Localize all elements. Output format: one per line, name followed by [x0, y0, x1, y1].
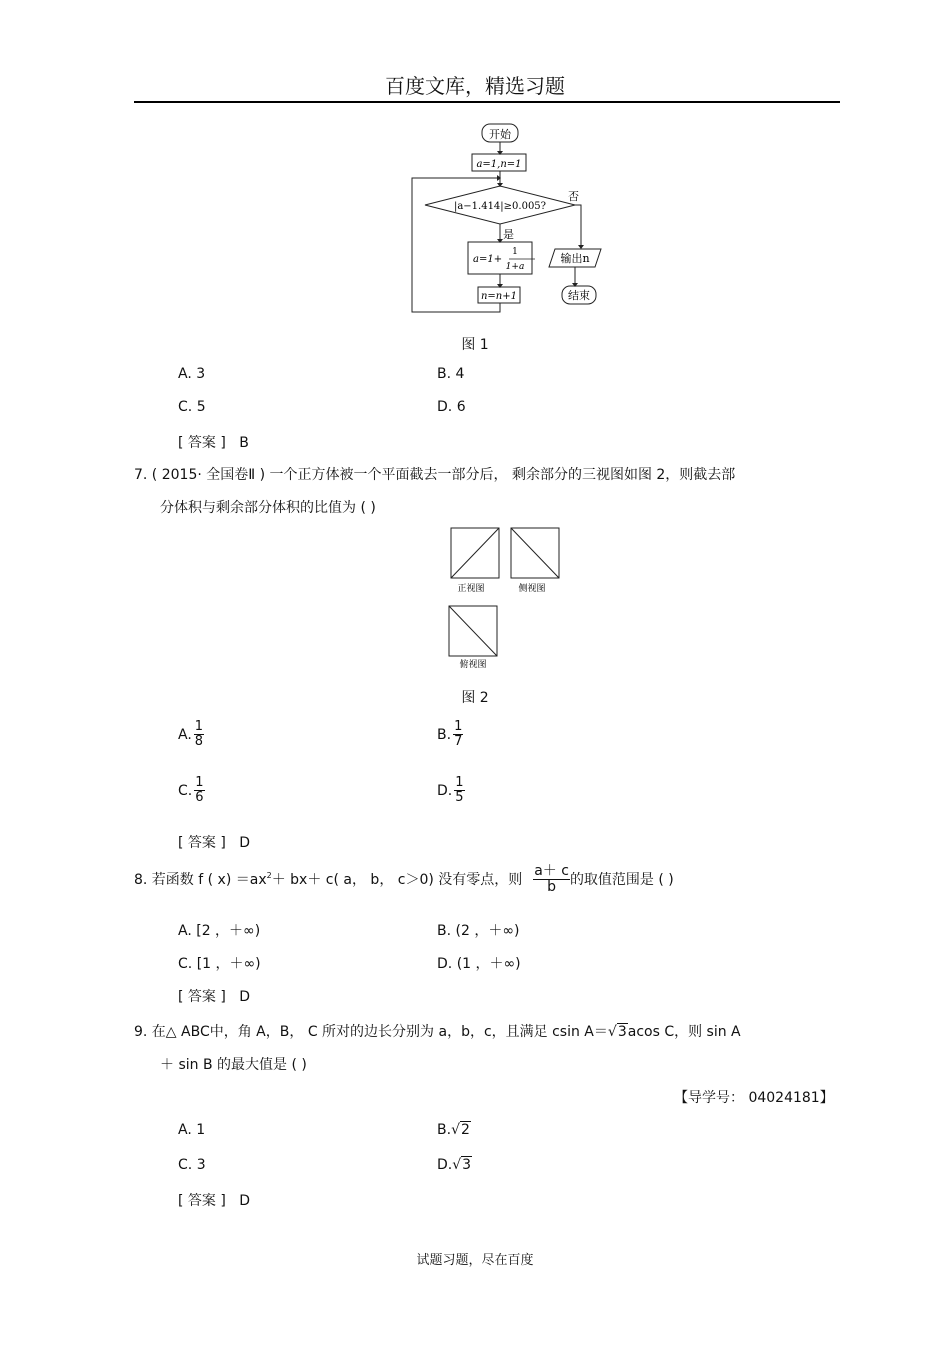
q7-option-a: A. $\frac{1}{8}$	[178, 719, 204, 750]
figure1-caption: 图 1	[461, 337, 489, 353]
flowchart-frac-num: 1	[512, 247, 518, 257]
flowchart-increment-text: n=n+1	[480, 291, 518, 302]
q8-option-d: D. (1 ，＋∞)	[437, 956, 521, 972]
q6-option-b: B. 4	[437, 366, 465, 382]
q7-text-line1: 7. ( 2015· 全国卷Ⅱ ) 一个正方体被一个平面截去一部分后， 剩余部分的三视图如图 2，则截去部	[134, 467, 736, 483]
flowchart-figure	[405, 118, 610, 323]
q6-answer: [ 答案 ] B	[178, 435, 249, 451]
flowchart-end-text: 结束	[568, 289, 590, 302]
page-header-title: 百度文库，精选习题	[385, 74, 565, 98]
q8-answer: [ 答案 ] D	[178, 989, 250, 1005]
q6-option-c: C. 5	[178, 399, 206, 415]
q9-answer: [ 答案 ] D	[178, 1193, 250, 1209]
figure2-caption: 图 2	[461, 690, 489, 706]
q7-text-line2: 分体积与剩余部分体积的比值为 ( )	[160, 500, 376, 516]
flowchart-condition-text: |a−1.414|≥0.005?	[453, 201, 547, 212]
q8-option-b: B. (2 ，＋∞)	[437, 923, 520, 939]
flowchart-output-text: 输出n	[560, 252, 590, 265]
q8-text: 8. 若函数 f ( $x) =ax^2+ bx+ c$( a， b， c＞0) 没有零点，则 $\frac{a+ c}{b}$ 的取值范围是 ( )	[134, 863, 674, 896]
flowchart-yes-label: 是	[503, 228, 514, 241]
q9-text-line1: 9. 在△ ABC中，角 A，B， C 所对的边长分别为 a，b，c，且满足 csin A＝√3acos C，则 sin A	[134, 1024, 741, 1040]
q6-option-a: A. 3	[178, 366, 206, 382]
side-view-label: 侧视图	[518, 584, 546, 594]
q8-option-a: A. [2 ，＋∞)	[178, 923, 261, 939]
q9-option-d: D.√3	[437, 1157, 472, 1173]
header-rule	[134, 101, 840, 103]
q7-answer: [ 答案 ] D	[178, 835, 250, 851]
q7-option-d: D. $\frac{1}{5}$	[437, 775, 464, 806]
q9-option-b: B.√2	[437, 1122, 470, 1138]
flowchart-init-text: a=1,n=1	[476, 159, 522, 170]
flowchart-frac-den: 1+a	[505, 262, 525, 272]
q8-option-c: C. [1 ，＋∞)	[178, 956, 261, 972]
three-view-figure	[445, 524, 570, 674]
q7-option-c: C. $\frac{1}{6}$	[178, 775, 204, 806]
flowchart-start-text: 开始	[489, 128, 511, 141]
flowchart-no-label: 否	[568, 190, 579, 203]
q9-text-line2: ＋ sin B 的最大值是 ( )	[160, 1057, 307, 1073]
q9-reference-number: 【导学号： 04024181】	[674, 1090, 834, 1106]
page-footer: 试题习题，尽在百度	[416, 1253, 534, 1268]
flowchart-assign-text: a=1+	[473, 254, 503, 265]
q7-option-b: B. $\frac{1}{7}$	[437, 719, 463, 750]
top-view-label: 俯视图	[459, 660, 487, 670]
q6-option-d: D. 6	[437, 399, 466, 415]
q9-option-c: C. 3	[178, 1157, 206, 1173]
front-view-label: 正视图	[457, 584, 485, 594]
q9-option-a: A. 1	[178, 1122, 206, 1138]
